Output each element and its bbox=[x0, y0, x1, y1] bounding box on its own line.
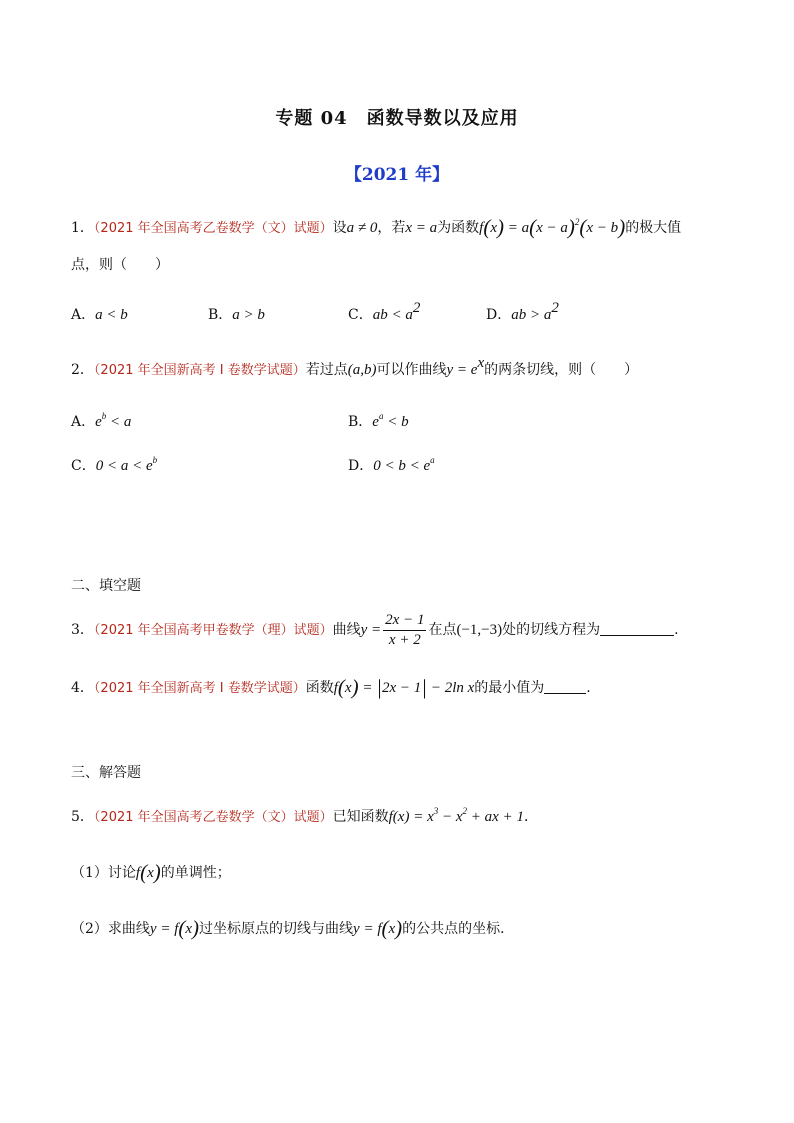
question-text: 处的切线方程为 bbox=[502, 622, 601, 638]
question-text: 可以作曲线 bbox=[376, 362, 447, 378]
question-text: 曲线 bbox=[332, 622, 361, 638]
question-1-line-1 bbox=[71, 216, 681, 240]
option-b[interactable] bbox=[208, 304, 265, 326]
answer-blank[interactable] bbox=[544, 679, 586, 694]
question-text: 的两条切线，则（ ） bbox=[484, 362, 639, 378]
option-math: a > b bbox=[232, 307, 265, 323]
question-source: （2021 年全国新高考 I 卷数学试题） bbox=[93, 681, 306, 696]
question-5-part-1 bbox=[71, 861, 231, 884]
option-c[interactable]: C．ab < $a^2$ bbox=[348, 300, 421, 323]
question-text: 的最小值为 bbox=[474, 680, 545, 696]
question-source: （2021 年全国新高考 I 卷数学试题） bbox=[93, 363, 306, 378]
question-text: 的极大值 bbox=[625, 220, 682, 236]
question-5-part-2 bbox=[71, 917, 514, 940]
section-heading-fill-in: 二、填空题 bbox=[71, 578, 141, 594]
answer-blank[interactable] bbox=[600, 621, 674, 636]
math-condition: x = a bbox=[405, 220, 438, 236]
option-label: A． bbox=[71, 307, 96, 323]
option-label: B． bbox=[348, 414, 373, 430]
option-math: ab < a bbox=[372, 307, 413, 323]
question-number: 2． bbox=[71, 362, 94, 378]
question-text: 已知函数 bbox=[332, 809, 389, 825]
part-label: （2）求曲线 bbox=[71, 921, 150, 937]
question-text: . bbox=[586, 680, 591, 696]
math-condition: a ≠ 0 bbox=[346, 220, 378, 236]
option-label: C． bbox=[71, 458, 96, 474]
option-label: A． bbox=[71, 414, 96, 430]
math-point: (−1,−3) bbox=[456, 622, 503, 638]
option-d[interactable] bbox=[348, 455, 435, 477]
question-text: ，若 bbox=[377, 220, 406, 236]
function-expression: f(x) bbox=[135, 860, 161, 884]
question-text: 过坐标原点的切线与曲线 bbox=[199, 921, 354, 937]
question-number: 1． bbox=[71, 220, 94, 236]
question-number: 4． bbox=[71, 680, 94, 696]
question-source: （2021 年全国高考乙卷数学（文）试题） bbox=[93, 221, 333, 236]
option-label: D． bbox=[348, 458, 374, 474]
question-text: 为函数 bbox=[437, 220, 480, 236]
function-expression: y = f(x) bbox=[353, 916, 403, 940]
question-source: （2021 年全国高考乙卷数学（文）试题） bbox=[93, 810, 333, 825]
function-expression: $f(x) = x^3 - x^2$ + ax + 1 bbox=[388, 806, 524, 825]
function-expression: y = f(x) bbox=[149, 916, 200, 940]
function-expression: $f(x) = a(x - a)^2(x - b)$ bbox=[479, 215, 626, 239]
question-text: 在点 bbox=[428, 622, 457, 638]
option-math: ab > a bbox=[511, 307, 552, 323]
question-3-line bbox=[71, 610, 679, 651]
math-point: (a,b) bbox=[347, 362, 377, 378]
fraction-denominator: x + 2 bbox=[388, 631, 421, 648]
math-y: y = bbox=[360, 622, 382, 638]
question-source: （2021 年全国高考甲卷数学（理）试题） bbox=[93, 623, 333, 638]
section-heading-answer: 三、解答题 bbox=[71, 765, 141, 781]
question-number: 3． bbox=[71, 622, 94, 638]
option-math: $0 < a < e^b$ bbox=[95, 455, 158, 474]
option-math: $0 < b < e^a$ bbox=[373, 455, 435, 474]
option-math: $e^b < a$ bbox=[95, 411, 132, 430]
question-text: 若过点 bbox=[305, 362, 348, 378]
question-text: 设 bbox=[332, 220, 347, 236]
option-label: D． bbox=[486, 307, 512, 323]
math-curve: y = e bbox=[446, 362, 478, 378]
option-b[interactable] bbox=[348, 411, 409, 433]
question-text: 的公共点的坐标． bbox=[402, 921, 515, 937]
question-text: . bbox=[674, 622, 679, 638]
option-label: B． bbox=[208, 307, 233, 323]
option-math: $e^a < b$ bbox=[372, 411, 409, 430]
question-5-line bbox=[71, 806, 538, 829]
part-label: （1）讨论 bbox=[71, 865, 136, 881]
question-text: ． bbox=[523, 809, 538, 825]
page-title: 专题 04 函数导数以及应用 bbox=[275, 108, 519, 129]
option-a[interactable] bbox=[71, 411, 131, 433]
option-math: a < b bbox=[95, 307, 128, 323]
question-2-line-1: 2．（2021 年全国新高考 I 卷数学试题）若过点(a,b)可以作曲线$y = e^x$的两条切线，则（ ） bbox=[71, 355, 639, 378]
option-label: C． bbox=[348, 307, 373, 323]
option-a[interactable] bbox=[71, 304, 128, 326]
math-fraction bbox=[383, 611, 426, 650]
question-text: 函数 bbox=[305, 680, 334, 696]
fraction-numerator: 2x − 1 bbox=[383, 611, 426, 631]
question-text: 的单调性； bbox=[160, 865, 231, 881]
question-number: 5． bbox=[71, 809, 94, 825]
function-expression: f(x) = |2x − 1| − 2ln x bbox=[333, 675, 475, 699]
option-d[interactable]: D．ab > $a^2$ bbox=[486, 300, 559, 323]
option-c[interactable] bbox=[71, 455, 157, 477]
year-heading: 【2021 年】 bbox=[344, 165, 450, 185]
question-4-line bbox=[71, 676, 591, 700]
question-1-line-2: 点，则（ ） bbox=[71, 257, 169, 273]
